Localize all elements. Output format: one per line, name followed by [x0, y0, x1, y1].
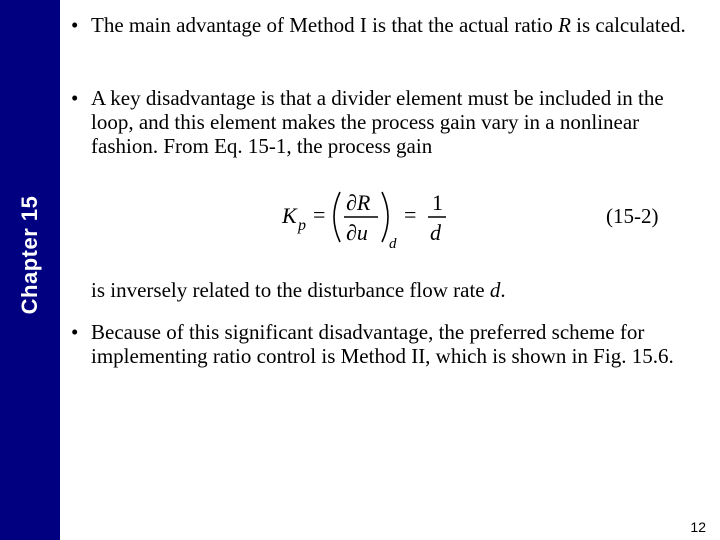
eq-equals-2: =	[404, 202, 417, 227]
eq-left-paren	[334, 192, 340, 242]
eq-numerator: ∂R	[346, 190, 371, 215]
bullet-text	[91, 13, 701, 37]
continuation-text	[91, 278, 506, 302]
eq-lhs-subscript: p	[298, 217, 306, 234]
bullet-text-part: is calculated.	[570, 13, 686, 37]
continuation-part: is inversely related to the disturbance flow rate	[91, 278, 490, 302]
eq-subscript: d	[389, 236, 397, 252]
bullet-text: Because of this significant disadvantage, the preferred scheme for implementing ratio control is Method II, which is shown in Fig. 15.6.	[91, 320, 674, 368]
eq-rhs-numerator: 1	[432, 190, 443, 215]
bullet-preferred-scheme	[71, 320, 701, 368]
disturbance-symbol: d	[489, 278, 501, 302]
process-gain-equation	[280, 186, 480, 256]
bullet-marker: •	[71, 320, 79, 344]
bullet-text: A key disadvantage is that a divider element must be included in the loop, and this element makes the process gain vary in a nonlinear fashion. From Eq. 15-1, the process gain	[91, 86, 664, 158]
chapter-label: Chapter 15	[17, 195, 42, 315]
eq-rhs-denominator: d	[430, 220, 441, 245]
eq-lhs-symbol: K	[282, 203, 297, 228]
bullet-text-part: The main advantage of Method I is that the actual ratio	[91, 13, 559, 37]
equation-number: (15-2)	[606, 204, 659, 228]
eq-right-paren	[382, 192, 388, 242]
ratio-symbol: R	[558, 13, 571, 37]
chapter-sidebar	[0, 0, 60, 540]
eq-equals: =	[313, 202, 326, 227]
bullet-marker: •	[71, 86, 79, 110]
bullet-marker: •	[71, 13, 79, 37]
bullet-main-advantage	[71, 13, 701, 37]
bullet-key-disadvantage	[71, 86, 701, 158]
page-number: 12	[690, 519, 706, 535]
continuation-end: .	[500, 278, 506, 302]
eq-denominator: ∂u	[346, 220, 368, 245]
